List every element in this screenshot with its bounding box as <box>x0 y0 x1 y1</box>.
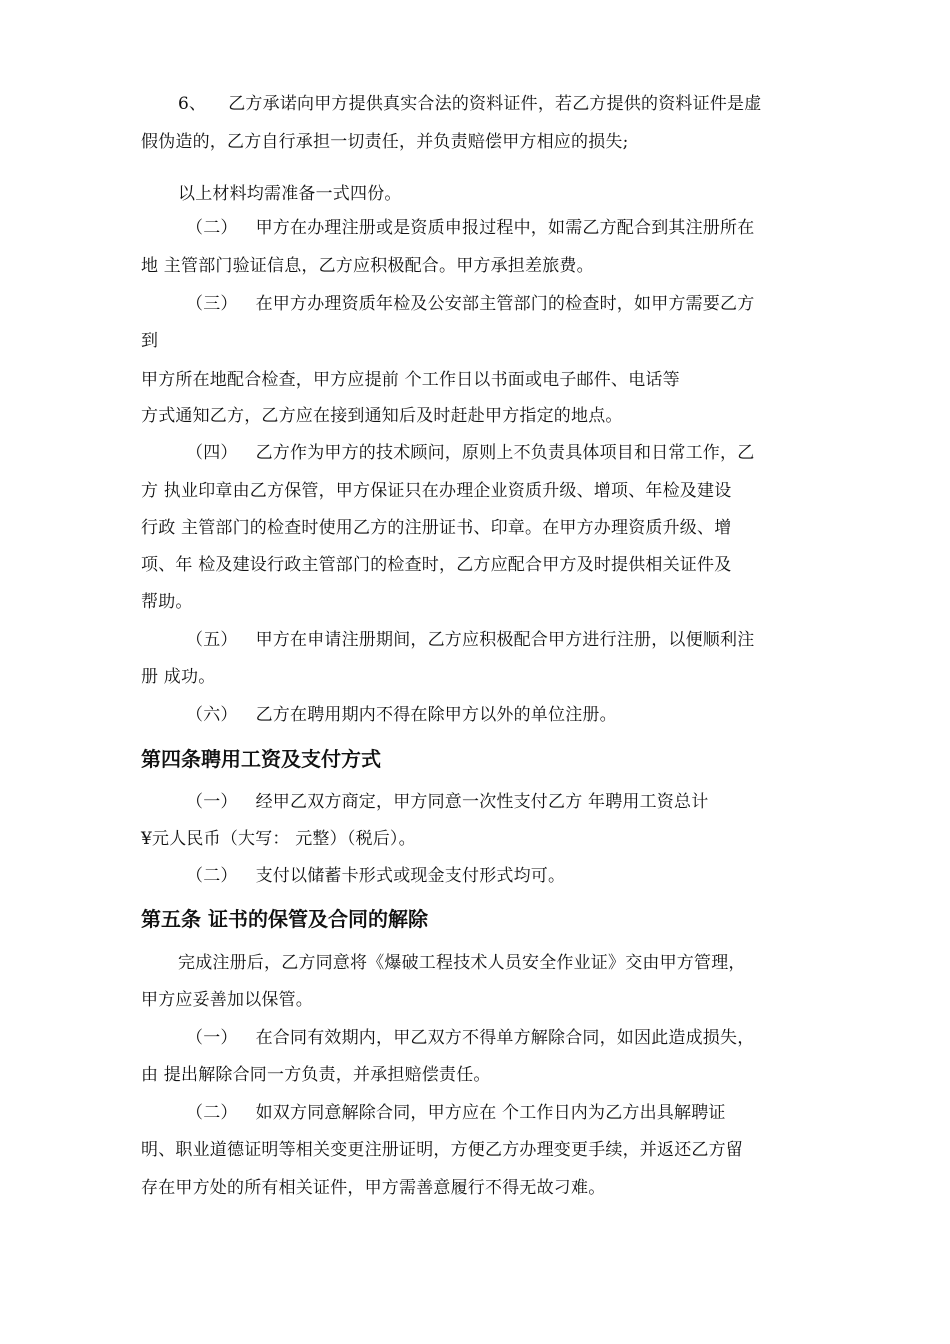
custody-line-2: 甲方应妥善加以保管。 <box>141 990 313 1010</box>
clause-text: 经甲乙双方商定，甲方同意一次性支付乙方 年聘用工资总计 <box>255 792 709 812</box>
custody-line-1: 完成注册后，乙方同意将《爆破工程技术人员安全作业证》交由甲方管理， <box>178 953 746 973</box>
clause-4-line-3: 行政 主管部门的检查时使用乙方的注册证书、印章。在甲方办理资质升级、增 <box>141 518 732 538</box>
termination-1-line-1 <box>186 1026 754 1050</box>
clause-text: 在合同有效期内，甲乙双方不得单方解除合同，如因此造成损失， <box>255 1028 755 1048</box>
termination-2-line-2: 明、职业道德证明等相关变更注册证明，方便乙方办理变更手续，并返还乙方留 <box>141 1140 743 1160</box>
termination-1-line-2: 由 提出解除合同一方负责，并承担赔偿责任。 <box>141 1065 491 1085</box>
termination-2-line-1 <box>186 1101 726 1125</box>
item-number: 6、 <box>178 94 207 114</box>
salary-2-line-1 <box>186 864 565 888</box>
termination-2-line-3: 存在甲方处的所有相关证件，甲方需善意履行不得无故刁难。 <box>141 1178 606 1198</box>
clause-2-line-2: 地 主管部门验证信息，乙方应积极配合。甲方承担差旅费。 <box>141 256 594 276</box>
item-6-line-2: 假伪造的，乙方自行承担一切责任，并负责赔偿甲方相应的损失; <box>141 132 629 152</box>
clause-number: （二） <box>186 218 238 238</box>
clause-5-line-2: 册 成功。 <box>141 667 216 687</box>
clause-text: 乙方在聘用期内不得在除甲方以外的单位注册。 <box>255 705 617 725</box>
clause-2-line-1 <box>186 216 754 240</box>
clause-number: （三） <box>186 294 238 314</box>
clause-text: 在甲方办理资质年检及公安部主管部门的检查时，如甲方需要乙方 <box>255 294 755 314</box>
clause-text: 甲方在办理注册或是资质申报过程中，如需乙方配合到其注册所在 <box>255 218 755 238</box>
clause-text: 乙方作为甲方的技术顾问，原则上不负责具体项目和日常工作，乙 <box>255 443 755 463</box>
clause-text: 甲方在申请注册期间，乙方应积极配合甲方进行注册，以便顺利注 <box>255 630 755 650</box>
clause-number: （五） <box>186 630 238 650</box>
clause-4-line-4: 项、年 检及建设行政主管部门的检查时，乙方应配合甲方及时提供相关证件及 <box>141 555 732 575</box>
clause-number: （四） <box>186 443 238 463</box>
clause-text: 支付以储蓄卡形式或现金支付形式均可。 <box>255 866 566 886</box>
clause-3-line-3: 甲方所在地配合检查，甲方应提前 个工作日以书面或电子邮件、电话等 <box>141 370 680 390</box>
clause-3-line-1 <box>186 292 754 316</box>
salary-1-line-2: ¥元人民币（大写： 元整）（税后）。 <box>141 829 416 849</box>
clause-3-line-4: 方式通知乙方，乙方应在接到通知后及时赶赴甲方指定的地点。 <box>141 406 623 426</box>
materials-note: 以上材料均需准备一式四份。 <box>178 184 402 204</box>
clause-number: （一） <box>186 1028 238 1048</box>
clause-4-line-1 <box>186 441 754 465</box>
clause-text: 如双方同意解除合同，甲方应在 个工作日内为乙方出具解聘证 <box>255 1103 726 1123</box>
clause-number: （二） <box>186 866 238 886</box>
clause-5-line-1 <box>186 628 754 652</box>
clause-4-line-5: 帮助。 <box>141 592 193 612</box>
clause-4-line-2: 方 执业印章由乙方保管，甲方保证只在办理企业资质升级、增项、年检及建设 <box>141 481 732 501</box>
section-heading-5: 第五条 证书的保管及合同的解除 <box>141 907 428 931</box>
salary-1-line-1 <box>186 790 708 814</box>
item-6-line-1 <box>178 92 761 116</box>
clause-number: （六） <box>186 705 238 725</box>
clause-number: （二） <box>186 1103 238 1123</box>
clause-number: （一） <box>186 792 238 812</box>
section-heading-4: 第四条聘用工资及支付方式 <box>141 747 381 771</box>
item-text: 乙方承诺向甲方提供真实合法的资料证件，若乙方提供的资料证件是虚 <box>228 94 762 114</box>
clause-3-line-2: 到 <box>141 331 159 351</box>
clause-6-line-1 <box>186 703 617 727</box>
